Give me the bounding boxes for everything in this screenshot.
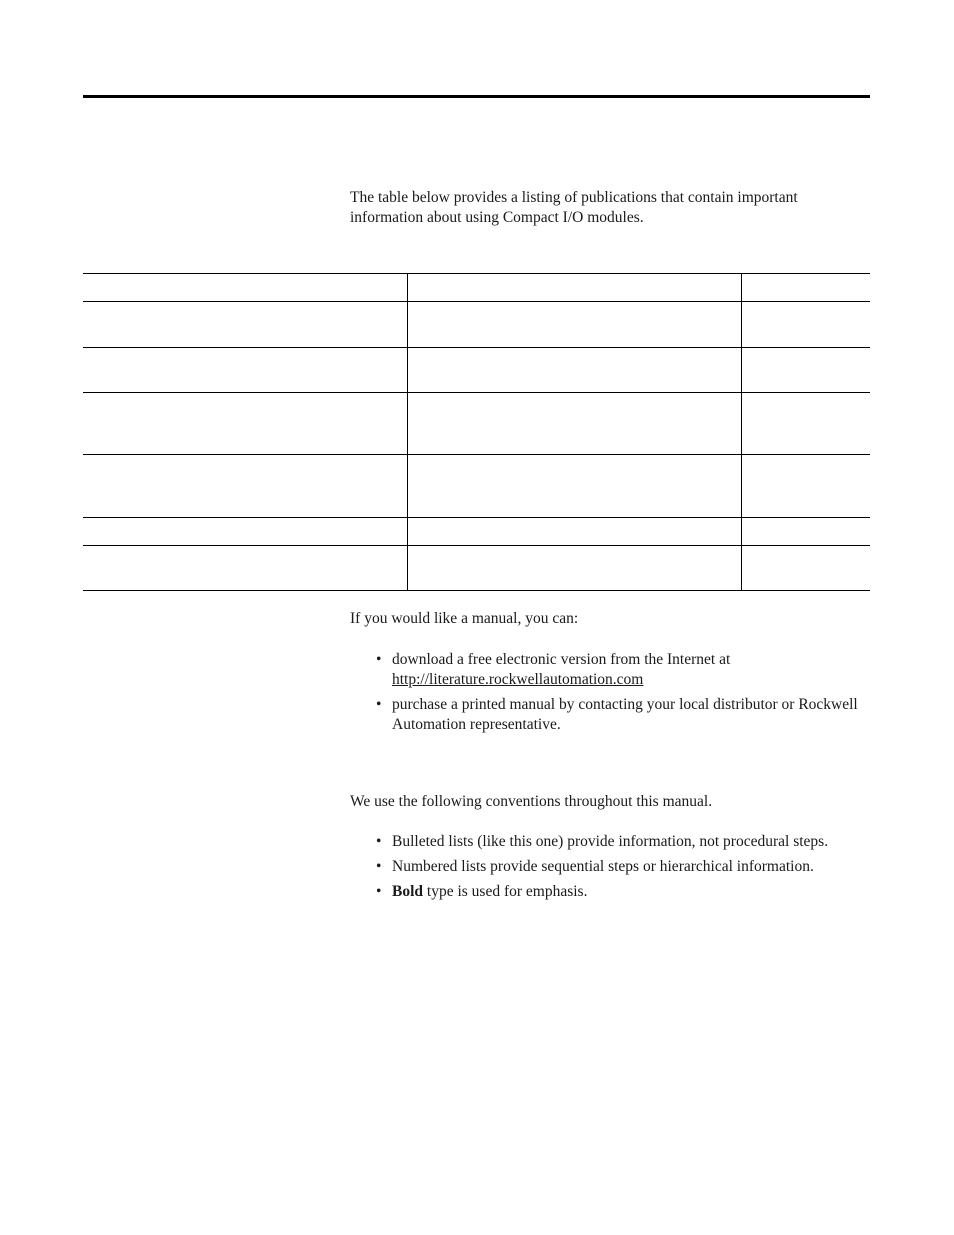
table-cell	[407, 302, 741, 348]
intro-paragraph: The table below provides a listing of publications that contain important information about using Compact I/O modules.	[350, 189, 798, 226]
conventions-list	[376, 832, 866, 907]
literature-link[interactable]: http://literature.rockwellautomation.com	[392, 671, 644, 688]
convention-bulleted-text: Bulleted lists (like this one) provide information, not procedural steps.	[392, 833, 829, 850]
bullet-icon: •	[376, 651, 382, 668]
manual-options-list	[376, 650, 866, 740]
table-row	[83, 393, 870, 455]
table-cell	[407, 274, 741, 302]
table-cell	[83, 455, 407, 518]
list-item	[376, 695, 866, 735]
table-cell	[407, 348, 741, 393]
bullet-icon: •	[376, 696, 382, 713]
table-cell	[741, 546, 870, 591]
table-cell	[741, 302, 870, 348]
table-cell	[83, 546, 407, 591]
download-option-text: download a free electronic version from the Internet at	[392, 651, 731, 668]
bullet-icon: •	[376, 858, 382, 875]
bullet-icon: •	[376, 883, 382, 900]
table-row	[83, 274, 870, 302]
purchase-option-text: purchase a printed manual by contacting your local distributor or Rockwell Automation representative.	[392, 696, 858, 733]
table-cell	[83, 393, 407, 455]
table-row	[83, 348, 870, 393]
convention-numbered-text: Numbered lists provide sequential steps or hierarchical information.	[392, 858, 814, 875]
convention-bold-word: Bold	[392, 883, 424, 900]
convention-bold-text: type is used for emphasis.	[423, 883, 588, 900]
table-cell	[83, 274, 407, 302]
table-cell	[741, 455, 870, 518]
table-cell	[83, 348, 407, 393]
table-row	[83, 455, 870, 518]
table-row	[83, 546, 870, 591]
table-cell	[741, 393, 870, 455]
list-item	[376, 650, 866, 690]
table-cell	[741, 274, 870, 302]
list-item	[376, 882, 866, 902]
table-row	[83, 518, 870, 546]
conventions-lead-paragraph: We use the following conventions throughout this manual.	[350, 793, 713, 810]
bullet-icon: •	[376, 833, 382, 850]
table-row	[83, 302, 870, 348]
table-cell	[741, 518, 870, 546]
table-cell	[83, 518, 407, 546]
table-cell	[407, 546, 741, 591]
table-cell	[407, 518, 741, 546]
list-item	[376, 832, 866, 852]
table-cell	[83, 302, 407, 348]
table-cell	[407, 455, 741, 518]
list-item	[376, 857, 866, 877]
table-cell	[741, 348, 870, 393]
manual-lead-paragraph: If you would like a manual, you can:	[350, 610, 579, 627]
header-rule	[83, 95, 870, 98]
table-cell	[407, 393, 741, 455]
publications-table	[83, 273, 870, 591]
